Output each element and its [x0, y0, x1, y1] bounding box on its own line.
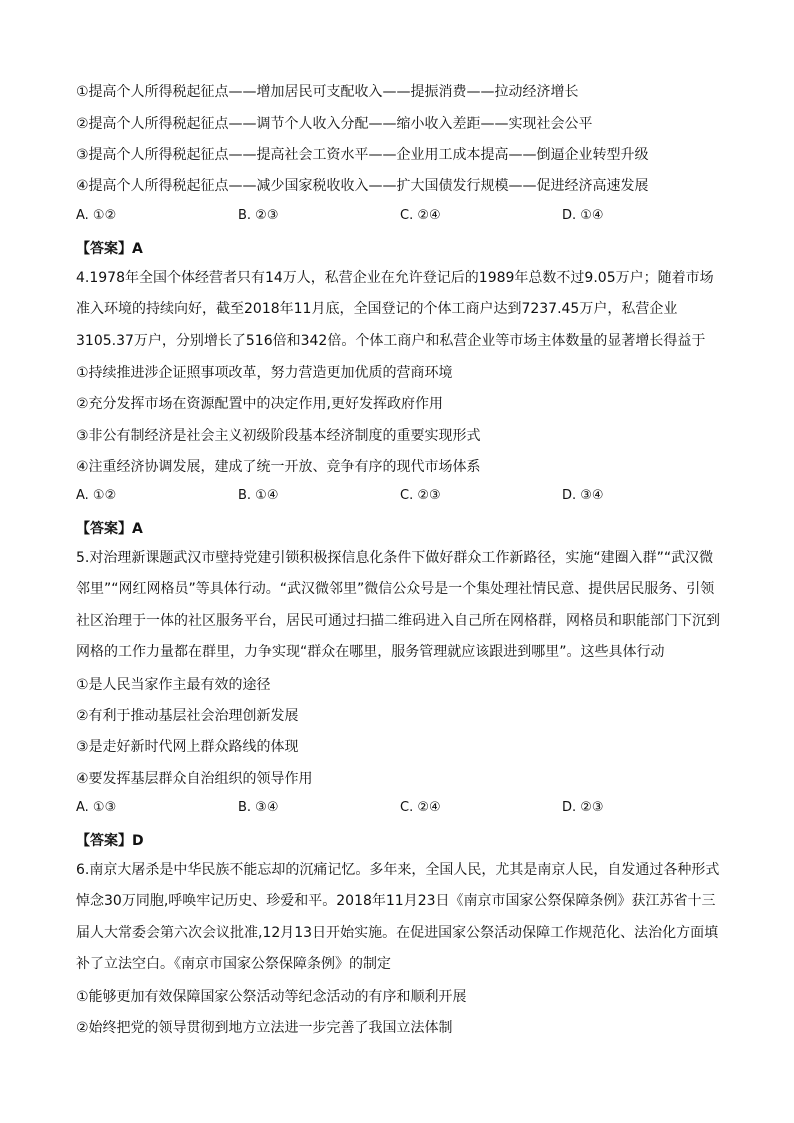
q4-choice-d: D. ③④: [562, 488, 604, 503]
q4-choice-a: A. ①②: [76, 488, 117, 503]
q4-choice-b: B. ①④: [238, 488, 279, 503]
q5-option-3: ③是走好新时代网上群众路线的体现: [76, 739, 299, 755]
q6-stem: 6.南京大屠杀是中华民族不能忘却的沉痛记忆。多年来，全国人民，尤其是南京人民，自发通过各种形式悼念30万同胞,呼唤牢记历史、珍爱和平。2018年11月23日《南京市国家公祭保障条例》获江苏省十三届人大常委会第六次会议批准,12月13日开始实施。在促进国家公祭活动保障工作规范化、法治化方面填补了立法空白。《南京市国家公祭保障条例》的制定: [76, 862, 720, 972]
q3-option-3: ③提高个人所得税起征点——提高社会工资水平——企业用工成本提高——倒逼企业转型升级: [76, 147, 649, 163]
q4-option-3: ③非公有制经济是社会主义初级阶段基本经济制度的重要实现形式: [76, 428, 481, 444]
q5-choice-d: D. ②③: [562, 800, 604, 815]
q5-choice-c: C. ②④: [400, 800, 441, 815]
q3-option-1: ①提高个人所得税起征点——增加居民可支配收入——提振消费——拉动经济增长: [76, 84, 579, 100]
q3-choice-a: A. ①②: [76, 208, 117, 223]
q6-option-1: ①能够更加有效保障国家公祭活动等纪念活动的有序和顺利开展: [76, 989, 467, 1005]
q5-option-4: ④要发挥基层群众自治组织的领导作用: [76, 771, 313, 787]
q6-option-2: ②始终把党的领导贯彻到地方立法进一步完善了我国立法体制: [76, 1020, 453, 1036]
q4-answer: 【答案】A: [76, 521, 143, 537]
q5-option-1: ①是人民当家作主最有效的途径: [76, 677, 271, 693]
q5-stem: 5.对治理新课题武汉市壁持党建引锁积极探信息化条件下做好群众工作新路径，实施“建圈入群”“武汉微邻里”“网红网格员”等具体行动。“武汉微邻里”微信公众号是一个集处理社情民意、提供居民服务、引领社区治理于一体的社区服务平台，居民可通过扫描二维码进入自己所在网格群，网格员和职能部门下沉到网格的工作力量都在群里，力争实现“群众在哪里，服务管理就应该跟进到哪里”。这些具体行动: [76, 550, 720, 660]
q5-option-2: ②有利于推动基层社会治理创新发展: [76, 708, 299, 724]
q4-option-1: ①持续推进涉企证照事项改革，努力营造更加优质的营商环境: [76, 365, 453, 381]
q4-stem: 4.1978年全国个体经营者只有14万人，私营企业在允许登记后的1989年总数不过9.05万户；随着市场准入环境的持续向好，截至2018年11月底，全国登记的个体工商户达到7237.45万户，私营企业3105.37万户，分别增长了516倍和342倍。个体工商户和私营企业等市场主体数量的显著增长得益于: [76, 270, 714, 349]
q5-choices: [76, 800, 716, 820]
q3-option-4: ④提高个人所得税起征点——减少国家税收收入——扩大国债发行规模——促进经济高速发展: [76, 178, 649, 194]
q4-option-2: ②充分发挥市场在资源配置中的决定作用,更好发挥政府作用: [76, 396, 443, 412]
q5-choice-b: B. ③④: [238, 800, 279, 815]
q3-choice-b: B. ②③: [238, 208, 279, 223]
q4-choice-c: C. ②③: [400, 488, 441, 503]
q5-choice-a: A. ①③: [76, 800, 117, 815]
q4-option-4: ④注重经济协调发展，建成了统一开放、竞争有序的现代市场体系: [76, 459, 481, 475]
q3-choice-d: D. ①④: [562, 208, 604, 223]
q5-answer: 【答案】D: [76, 833, 144, 849]
q3-choices: [76, 208, 716, 228]
q3-answer: 【答案】A: [76, 241, 143, 257]
q4-choices: [76, 488, 716, 508]
q3-option-2: ②提高个人所得税起征点——调节个人收入分配——缩小收入差距——实现社会公平: [76, 116, 593, 132]
q3-choice-c: C. ②④: [400, 208, 441, 223]
